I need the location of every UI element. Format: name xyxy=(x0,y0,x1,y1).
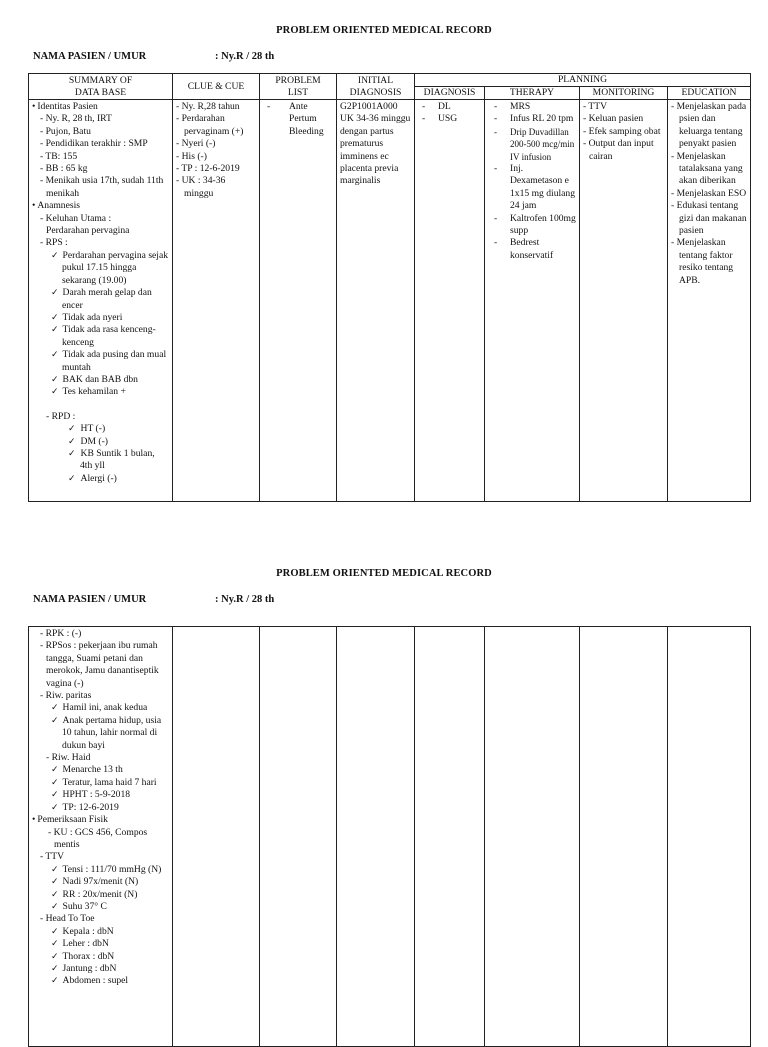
check-item: ✓ Menarche 13 th xyxy=(32,764,169,776)
list-item: - Drip Duvadillan 200-500 mcg/min IV infusion xyxy=(488,126,576,163)
list-item: - Ny. R, 28 th, IRT xyxy=(32,113,169,125)
header-problem-list: PROBLEM LIST xyxy=(260,74,337,100)
section-identitas: • Identitas Pasien xyxy=(32,101,169,113)
patient-label: NAMA PASIEN / UMUR xyxy=(33,51,147,62)
check-item: ✓ Kepala : dbN xyxy=(32,926,169,938)
rps-label: - RPS : xyxy=(32,237,169,249)
check-item: ✓ BAK dan BAB dbn xyxy=(32,374,169,386)
monitoring-cell xyxy=(580,627,668,1047)
list-item: - Pendidikan terakhir : SMP xyxy=(32,138,169,150)
check-item: ✓ KB Suntik 1 bulan, 4th yll xyxy=(32,448,169,473)
list-item: - Menjelaskan tentang faktor resiko tentang APB. xyxy=(671,237,747,287)
education-cell xyxy=(668,100,751,502)
section-anamnesis: • Anamnesis xyxy=(32,200,169,212)
list-item: - Keluhan Utama : Perdarahan pervagina xyxy=(32,213,169,238)
list-item: - TP : 12-6-2019 xyxy=(176,163,256,175)
patient-value: : Ny.R / 28 th xyxy=(215,51,275,62)
check-item: ✓ TP: 12-6-2019 xyxy=(32,802,169,814)
header-monitoring: MONITORING xyxy=(580,87,668,100)
check-item: ✓ Tensi : 111/70 mmHg (N) xyxy=(32,864,169,876)
list-item: - Kaltrofen 100mg supp xyxy=(488,213,576,238)
check-item: ✓ RR : 20x/menit (N) xyxy=(32,889,169,901)
monitoring-cell xyxy=(580,100,668,502)
list-item: - Menjelaskan tatalaksana yang akan diberikan xyxy=(671,151,747,188)
check-item: ✓ Tidak ada rasa kenceng-kenceng xyxy=(32,324,169,349)
list-item: - UK : 34-36 minggu xyxy=(176,175,256,200)
patient-label: NAMA PASIEN / UMUR xyxy=(33,594,147,605)
check-item: ✓ Alergi (-) xyxy=(32,473,169,485)
page-title: PROBLEM ORIENTED MEDICAL RECORD xyxy=(276,25,492,36)
list-item: - Menjelaskan pada psien dan keluarga tentang penyakt pasien xyxy=(671,101,747,151)
list-item: - RPSos : pekerjaan ibu rumah tangga, Suami petani dan merokok, Jamu danantiseptik vagina (-) xyxy=(32,640,169,690)
list-item: - MRS xyxy=(488,101,576,113)
list-item: - Keluan pasien xyxy=(583,113,664,125)
list-item: - Edukasi tentang gizi dan makanan pasien xyxy=(671,200,747,237)
check-item: ✓ Suhu 37° C xyxy=(32,901,169,913)
page-title: PROBLEM ORIENTED MEDICAL RECORD xyxy=(276,568,492,579)
therapy-cell xyxy=(485,627,580,1047)
list-item: - TTV xyxy=(583,101,664,113)
check-item: ✓ Jantung : dbN xyxy=(32,963,169,975)
education-cell xyxy=(668,627,751,1047)
list-item: - Menjelaskan ESO xyxy=(671,188,747,200)
rpd-label: - RPD : xyxy=(32,411,169,423)
header-diagnosis: DIAGNOSIS xyxy=(415,87,485,100)
summary-cell xyxy=(29,627,173,1047)
list-item: - TTV xyxy=(32,851,169,863)
list-item: - BB : 65 kg xyxy=(32,163,169,175)
check-item: ✓ Abdomen : supel xyxy=(32,975,169,987)
list-item: - Riw. Haid xyxy=(32,752,169,764)
header-therapy: THERAPY xyxy=(485,87,580,100)
check-item: ✓ Leher : dbN xyxy=(32,938,169,950)
list-item: - DL xyxy=(418,101,481,113)
spacer xyxy=(32,399,169,411)
diagnosis-cell xyxy=(415,627,485,1047)
check-item: ✓ Darah merah gelap dan encer xyxy=(32,287,169,312)
list-item: - His (-) xyxy=(176,151,256,163)
list-item: - Ny. R,28 tahun xyxy=(176,101,256,113)
clue-cell xyxy=(173,627,260,1047)
initial-diagnosis-cell: G2P1001A000 UK 34-36 minggu dengan partus prematurus imminens ec placenta previa marginalis xyxy=(337,100,415,502)
section-pemeriksaan-fisik: • Pemeriksaan Fisik xyxy=(32,814,169,826)
check-item: ✓ HPHT : 5-9-2018 xyxy=(32,789,169,801)
initial-diagnosis-cell xyxy=(337,627,415,1047)
list-item: - USG xyxy=(418,113,481,125)
list-item: - Efek samping obat xyxy=(583,126,664,138)
summary-cell xyxy=(29,100,173,502)
clue-cell xyxy=(173,100,260,502)
check-item: ✓ Teratur, lama haid 7 hari xyxy=(32,777,169,789)
patient-info xyxy=(33,594,274,605)
problem-cell xyxy=(260,100,337,502)
pomr-table-continued xyxy=(28,626,751,1047)
list-item: - Head To Toe xyxy=(32,913,169,925)
header-summary: SUMMARY OF DATA BASE xyxy=(29,74,173,100)
header-clue: CLUE & CUE xyxy=(173,74,260,100)
check-item: ✓ HT (-) xyxy=(32,423,169,435)
check-item: ✓ Hamil ini, anak kedua xyxy=(32,702,169,714)
list-item: - Ante Pertum Bleeding xyxy=(263,101,333,138)
check-item: ✓ Tes kehamilan + xyxy=(32,386,169,398)
list-item: - Bedrest konservatif xyxy=(488,237,576,262)
list-item: - Output dan input cairan xyxy=(583,138,664,163)
check-item: ✓ Thorax : dbN xyxy=(32,951,169,963)
list-item: - Pujon, Batu xyxy=(32,126,169,138)
problem-cell xyxy=(260,627,337,1047)
check-item: ✓ Nadi 97x/menit (N) xyxy=(32,876,169,888)
therapy-cell xyxy=(485,100,580,502)
check-item: ✓ DM (-) xyxy=(32,436,169,448)
list-item: - RPK : (-) xyxy=(32,628,169,640)
list-item: - KU : GCS 456, Compos mentis xyxy=(32,827,169,852)
list-item: - Perdarahan pervaginam (+) xyxy=(176,113,256,138)
list-item: - Inj. Dexametason e 1x15 mg diulang 24 jam xyxy=(488,163,576,213)
list-item: - Infus RL 20 tpm xyxy=(488,113,576,125)
list-item: - TB: 155 xyxy=(32,151,169,163)
check-item: ✓ Anak pertama hidup, usia 10 tahun, lahir normal di dukun bayi xyxy=(32,715,169,752)
check-item: ✓ Tidak ada pusing dan mual muntah xyxy=(32,349,169,374)
list-item: - Nyeri (-) xyxy=(176,138,256,150)
patient-value: : Ny.R / 28 th xyxy=(215,594,275,605)
diagnosis-cell xyxy=(415,100,485,502)
list-item: - Menikah usia 17th, sudah 11th menikah xyxy=(32,175,169,200)
check-item: ✓ Tidak ada nyeri xyxy=(32,312,169,324)
pomr-table xyxy=(28,73,751,502)
header-education: EDUCATION xyxy=(668,87,751,100)
list-item: - Riw. paritas xyxy=(32,690,169,702)
header-planning: PLANNING xyxy=(415,74,751,87)
header-initial-diagnosis: INITIAL DIAGNOSIS xyxy=(337,74,415,100)
check-item: ✓ Perdarahan pervagina sejak pukul 17.15 hingga sekarang (19.00) xyxy=(32,250,169,287)
patient-info xyxy=(33,51,274,62)
